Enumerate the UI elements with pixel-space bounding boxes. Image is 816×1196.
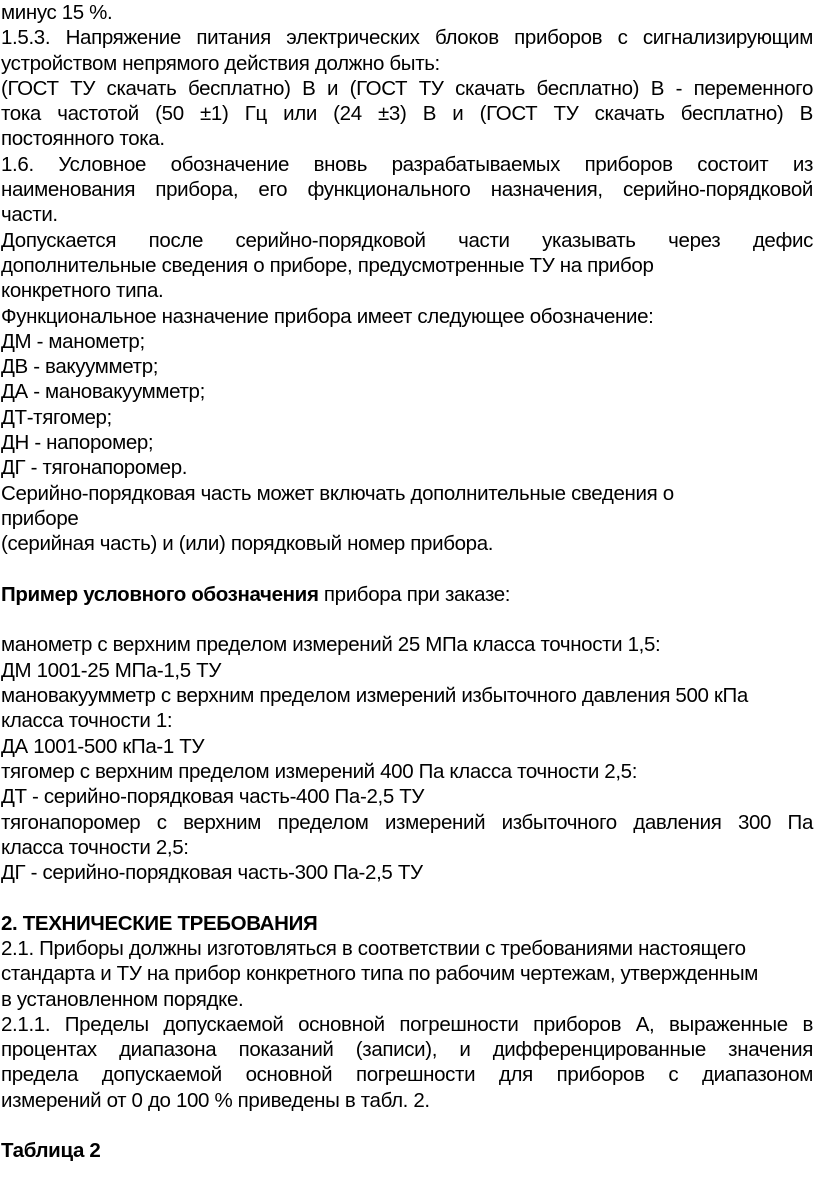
spacer (1, 1113, 816, 1138)
text-line: тока частотой (50 ±1) Гц или (24 ±3) В и (ГОСТ ТУ скачать бесплатно) В (1, 102, 813, 126)
text-line: 1.6. Условное обозначение вновь разрабатываемых приборов состоит из (1, 152, 813, 176)
text-line: минус 15 %. (1, 1, 113, 24)
text-line: Функциональное назначение прибора имеет следующее обозначение: (1, 304, 654, 328)
text-line: устройством непрямого действия должно быть: (1, 51, 440, 75)
text-line: Допускается после серийно-порядковой части указывать через дефис (1, 228, 813, 252)
designation-line: ДГ - серийно-порядковая часть-300 Па-2,5 ТУ (1, 861, 423, 885)
table-caption: Таблица 2 (1, 1139, 101, 1163)
text-line: стандарта и ТУ на прибор конкретного типа по рабочим чертежам, утвержденным (1, 962, 758, 986)
text-line: Серийно-порядковая часть может включать дополнительные сведения о (1, 481, 674, 505)
list-item: ДГ - тягонапоромер. (1, 456, 188, 480)
section-heading: 2. ТЕХНИЧЕСКИЕ ТРЕБОВАНИЯ (1, 911, 318, 935)
text-line: тягонапоромер с верхним пределом измерений избыточного давления 300 Па (1, 810, 813, 834)
text-line: класса точности 1: (1, 709, 173, 733)
text-line: в установленном порядке. (1, 987, 244, 1011)
text-line: конкретного типа. (1, 279, 164, 303)
text-line: мановакуумметр с верхним пределом измерений избыточного давления 500 кПа (1, 684, 748, 708)
text-line: наименования прибора, его функционального назначения, серийно-порядковой (1, 178, 813, 202)
designation-line: ДА 1001-500 кПа-1 ТУ (1, 734, 205, 758)
text-line: тягомер с верхним пределом измерений 400 Па класса точности 2,5: (1, 759, 638, 783)
example-section (1, 582, 816, 886)
text-line: (серийная часть) и (или) порядковый номер прибора. (1, 532, 494, 556)
text-line: приборе (1, 506, 79, 530)
example-heading-rest: прибора при заказе: (318, 582, 511, 606)
spacer (1, 607, 816, 632)
text-line: процентах диапазона показаний (записи), и дифференцированные значения (1, 1038, 813, 1062)
text-line: (ГОСТ ТУ скачать бесплатно) В и (ГОСТ ТУ скачать бесплатно) В - переменного (1, 76, 813, 100)
example-heading (1, 582, 816, 607)
list-item: ДА - мановакуумметр; (1, 380, 205, 404)
spacer (1, 885, 816, 910)
text-line: постоянного тока. (1, 127, 165, 151)
text-line: измерений от 0 до 100 % приведены в табл. 2. (1, 1088, 430, 1112)
example-heading-bold: Пример условного обозначения (1, 582, 319, 606)
list-item: ДН - напоромер; (1, 431, 154, 455)
list-item: ДМ - манометр; (1, 329, 145, 353)
text-line: части. (1, 203, 58, 227)
text-line: манометр с верхним пределом измерений 25 МПа класса точности 1,5: (1, 633, 661, 657)
text-line: дополнительные сведения о приборе, предусмотренные ТУ на прибор (1, 253, 654, 277)
text-line: предела допускаемой основной погрешности для приборов с диапазоном (1, 1063, 813, 1087)
section-1 (1, 0, 816, 557)
list-item: ДВ - вакуумметр; (1, 355, 159, 379)
text-line: 2.1.1. Пределы допускаемой основной погрешности приборов А, выраженные в (1, 1012, 813, 1036)
designation-line: ДТ - серийно-порядковая часть-400 Па-2,5 ТУ (1, 785, 425, 809)
designation-line: ДМ 1001-25 МПа-1,5 ТУ (1, 658, 222, 682)
text-line: класса точности 2,5: (1, 835, 189, 859)
spacer (1, 557, 816, 582)
text-line: 1.5.3. Напряжение питания электрических блоков приборов с сигнализирующим (1, 26, 813, 50)
section-2 (1, 911, 816, 1113)
text-line: 2.1. Приборы должны изготовляться в соответствии с требованиями настоящего (1, 936, 746, 960)
list-item: ДТ-тягомер; (1, 405, 112, 429)
